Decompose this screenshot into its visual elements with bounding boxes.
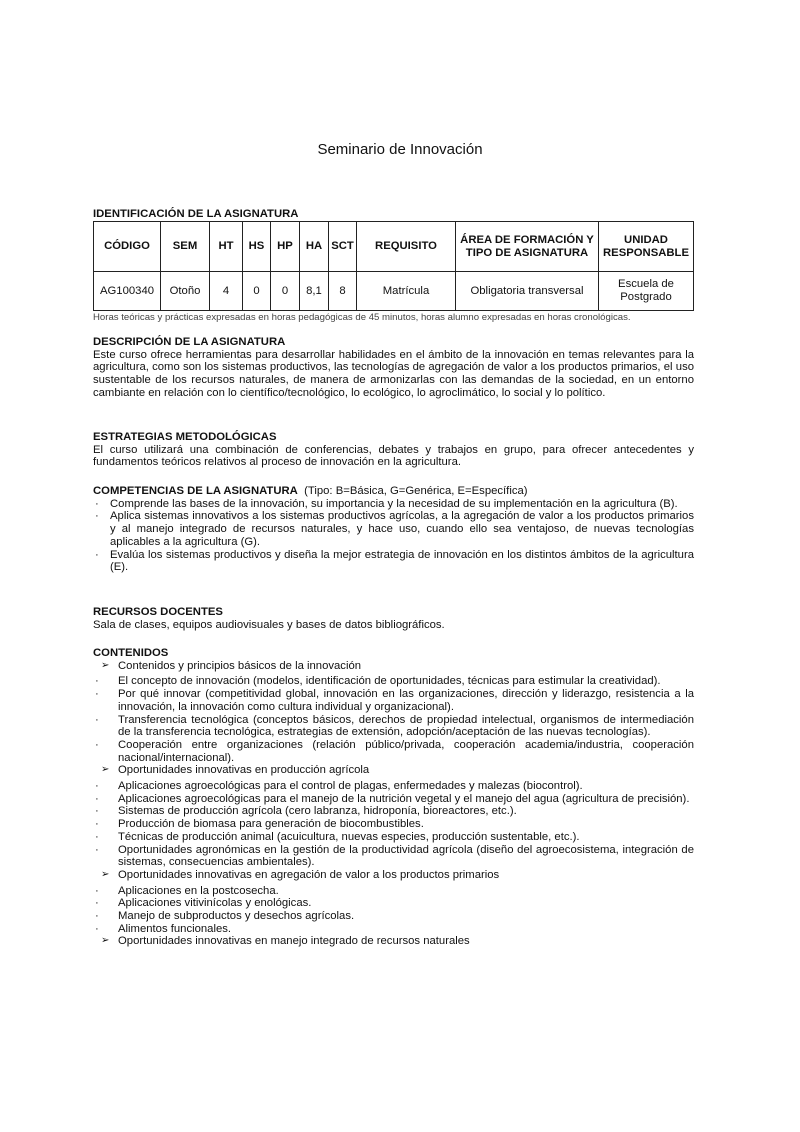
arrow-bullet-icon: ➢ [101,764,110,776]
contents-text: Transferencia tecnológica (conceptos básicos, derechos de propiedad intelectual, organismos de intermediación de la transferencia tecnológica, estrategias de extensión, adopción/aceptación de las nuevas tecnologías). [118,713,694,739]
competencies-heading-line [93,485,694,498]
bullet-icon: · [95,897,99,910]
strategies-section [93,431,694,469]
description-heading: DESCRIPCIÓN DE LA ASIGNATURA [93,336,286,348]
strategies-text: El curso utilizará una combinación de conferencias, debates y trabajos en grupo, para ofrecer antecedentes y fundamentos teóricos relativos al proceso de innovación en la agricultura. [93,443,694,469]
contents-text: Producción de biomasa para generación de biocombustibles. [118,818,424,831]
cell-codigo: AG100340 [94,272,161,311]
contents-text: Técnicas de producción animal (acuicultura, nuevas especies, producción sustentable, etc.). [118,830,580,843]
contents-text: Oportunidades innovativas en manejo integrado de recursos naturales [118,935,470,948]
bullet-icon: · [95,548,99,561]
contents-subitem [93,805,694,818]
contents-subitem [93,793,694,806]
contents-heading: CONTENIDOS [93,647,169,659]
bullet-icon: · [95,688,99,701]
bullet-icon: · [95,830,99,843]
contents-text: Por qué innovar (competitividad global, innovación en las organizaciones, dirección y liderazgo, resistencia a la innovación, la innovación como cultura individual y organizacional). [118,688,694,713]
contents-subitem [93,910,694,923]
cell-sem: Otoño [161,272,210,311]
competencies-section [93,485,694,574]
bullet-icon: · [95,843,99,856]
header-unidad: UNIDAD RESPONSABLE [599,222,694,272]
header-ha: HA [300,222,329,272]
description-text: Este curso ofrece herramientas para desarrollar habilidades en el ámbito de la innovación en temas relevantes para la agricultura, como son los sistemas productivos, las tecnologías de agregación de valor a los productos primarios, el uso sustentable de los recursos naturales, de manera de armonizarlas con las demandas de la sociedad, en un entorno cambiante en relación con lo científico/tecnológico, lo ecológico, lo agroclimático, lo social y lo político. [93,348,694,399]
bullet-icon: · [95,780,99,793]
bullet-icon: · [95,497,99,510]
cell-hs: 0 [243,272,271,311]
bullet-icon: · [95,805,99,818]
header-hs: HS [243,222,271,272]
contents-subitem [93,714,694,739]
header-requisito: REQUISITO [357,222,456,272]
bullet-icon: · [95,922,99,935]
contents-text: Aplicaciones vitivinícolas y enológicas. [118,897,312,910]
cell-requisito: Matrícula [357,272,456,311]
contents-subitem [93,780,694,793]
contents-text: Aplicaciones agroecológicas para el control de plagas, enfermedades y malezas (biocontrol). [118,780,583,793]
bullet-icon: · [95,910,99,923]
bullet-icon: · [95,792,99,805]
bullet-icon: · [95,713,99,726]
contents-topic [93,935,694,948]
contents-topic [93,764,694,777]
table-row [94,272,694,311]
contents-text: Aplicaciones agroecológicas para el manejo de la nutrición vegetal y el manejo del agua (agricultura de precisión). [118,792,690,805]
arrow-bullet-icon: ➢ [101,935,110,947]
header-ht: HT [210,222,243,272]
strategies-heading: ESTRATEGIAS METODOLÓGICAS [93,431,277,443]
contents-text: Manejo de subproductos y desechos agrícolas. [118,910,355,923]
competency-text: Comprende las bases de la innovación, su importancia y la necesidad de su implementación en la agricultura (B). [110,497,678,510]
contents-list [93,660,694,948]
contents-text: Aplicaciones en la postcosecha. [118,884,279,897]
bullet-icon: · [95,884,99,897]
resources-text: Sala de clases, equipos audiovisuales y bases de datos bibliográficos. [93,618,445,631]
header-sct: SCT [329,222,357,272]
competency-item [93,549,694,574]
header-sem: SEM [161,222,210,272]
competencies-heading: COMPETENCIAS DE LA ASIGNATURA [93,485,298,497]
contents-text: Oportunidades innovativas en agregación de valor a los productos primarios [118,868,500,881]
competencies-list [93,498,694,574]
contents-topic [93,660,694,673]
identification-heading: IDENTIFICACIÓN DE LA ASIGNATURA [93,208,299,220]
contents-subitem [93,688,694,713]
hours-note: Horas teóricas y prácticas expresadas en horas pedagógicas de 45 minutos, horas alumno expresadas en horas cronológicas. [93,312,631,323]
competency-item [93,498,694,511]
contents-subitem [93,885,694,898]
description-section [93,336,694,400]
cell-sct: 8 [329,272,357,311]
contents-text: Oportunidades innovativas en producción agrícola [118,764,370,777]
contents-subitem [93,923,694,936]
identification-table [93,221,694,311]
page-title: Seminario de Innovación [317,141,483,158]
competency-text: Evalúa los sistemas productivos y diseña la mejor estrategia de innovación en los distintos ámbitos de la agricultura (E). [110,548,694,574]
header-hp: HP [271,222,300,272]
bullet-icon: · [95,818,99,831]
contents-subitem [93,897,694,910]
bullet-icon: · [95,675,99,688]
contents-subitem [93,831,694,844]
contents-text: Cooperación entre organizaciones (relación público/privada, cooperación academia/industria, cooperación nacional/internacional). [118,738,694,764]
contents-section [93,647,694,951]
bullet-icon: · [95,738,99,751]
cell-area: Obligatoria transversal [456,272,599,311]
contents-text: Alimentos funcionales. [118,922,232,935]
contents-subitem [93,818,694,831]
bullet-icon: · [95,510,99,523]
resources-section [93,606,694,631]
competencies-subheading: (Tipo: B=Básica, G=Genérica, E=Específica) [304,485,528,497]
header-area: ÁREA DE FORMACIÓN Y TIPO DE ASIGNATURA [456,222,599,272]
contents-subitem [93,739,694,764]
contents-text: El concepto de innovación (modelos, identificación de oportunidades, técnicas para estimular la creatividad). [118,675,661,688]
competency-item [93,510,694,548]
contents-subitem [93,675,694,688]
cell-ha: 8,1 [300,272,329,311]
cell-hp: 0 [271,272,300,311]
competency-text: Aplica sistemas innovativos a los sistemas productivos agrícolas, a la agregación de valor a los productos primarios y al manejo integrado de recursos naturales, y hace uso, cuando ello sea ventajoso, de nuevas tecnologías aplicables a la agricultura (G). [110,510,694,548]
cell-ht: 4 [210,272,243,311]
contents-topic [93,869,694,882]
resources-heading: RECURSOS DOCENTES [93,606,223,618]
arrow-bullet-icon: ➢ [101,659,110,671]
contents-text: Contenidos y principios básicos de la innovación [118,659,362,672]
table-header-row [94,222,694,272]
header-codigo: CÓDIGO [94,222,161,272]
contents-subitem [93,844,694,869]
arrow-bullet-icon: ➢ [101,868,110,880]
contents-text: Sistemas de producción agrícola (cero labranza, hidroponía, bioreactores, etc.). [118,805,517,818]
contents-text: Oportunidades agronómicas en la gestión de la productividad agrícola (diseño del agroecosistema, integración de sistemas, consecuencias ambientales). [118,843,694,869]
cell-unidad: Escuela de Postgrado [599,272,694,311]
